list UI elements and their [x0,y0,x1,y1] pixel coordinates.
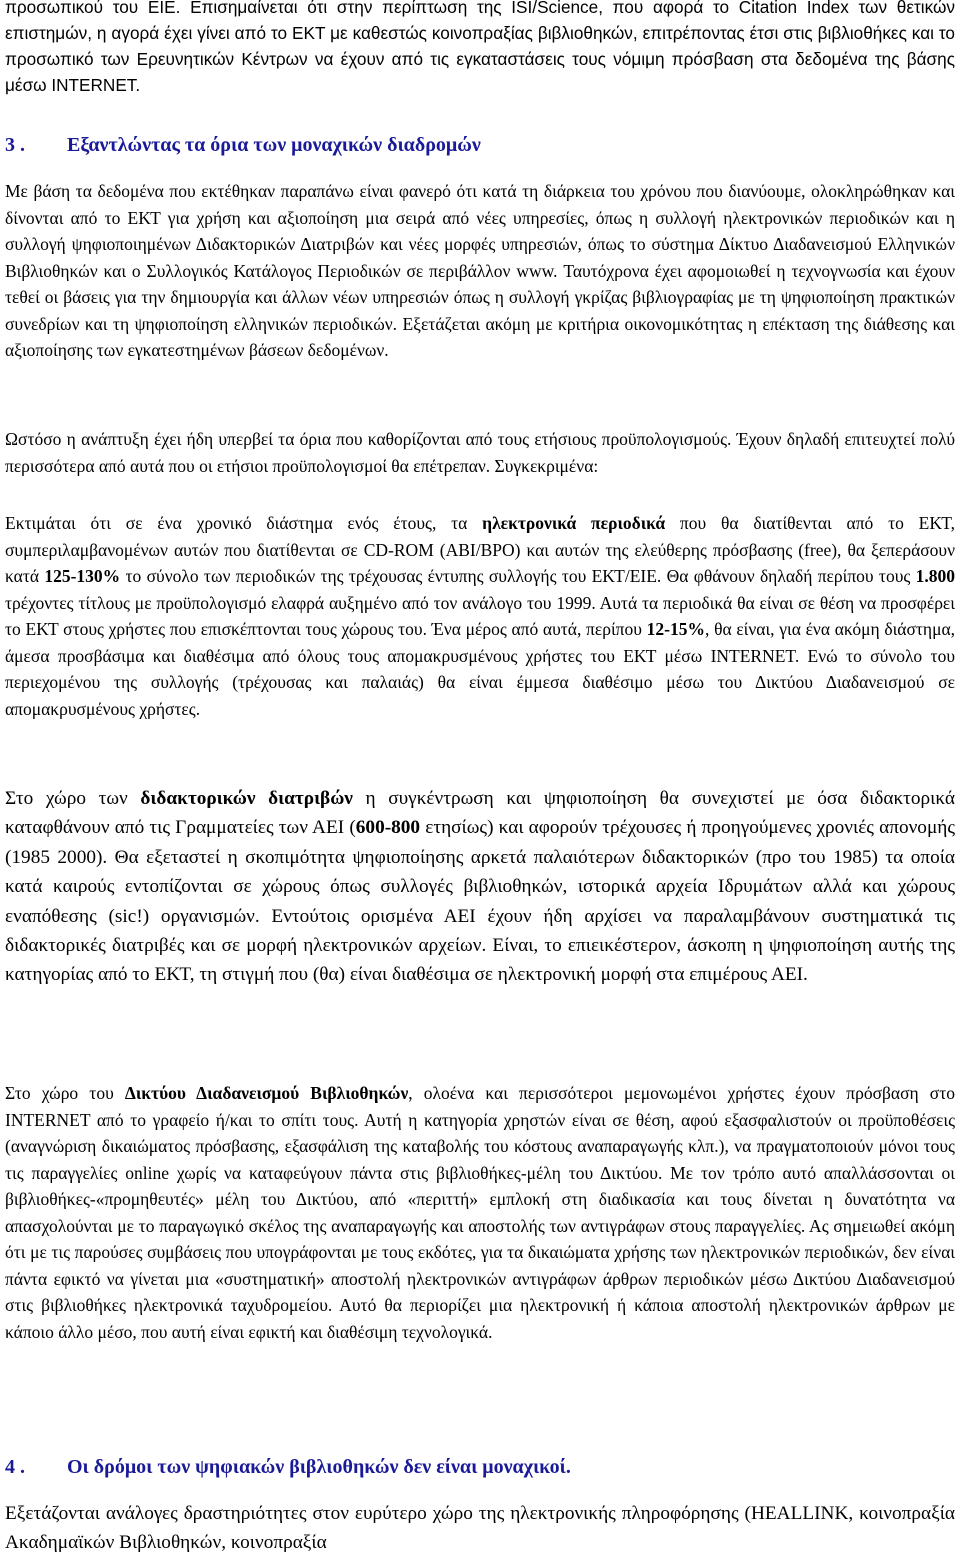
p4-text-e: ετησίως) και αφορούν τρέχουσες ή προηγούμενες χρονιές απονομής (1985 2000). Θα εξεταστεί η σκοπιμότητα ψηφιοποίησης αρκετά παλαιότερων διδακτορικών (προ του 1985) τα οποία κατά καιρούς εντοπίζονται σε χώρους όπως συλλογές βιβλιοθηκών, ιστορικά αρχεία Ιδρυμάτων αλλά και χώρους εναπόθεσης (sic!) οργανισμών. Εντούτοις ορισμένα ΑΕΙ έχουν ήδη αρχίσει να παραλαμβάνουν συστηματικά τις διδακτορικές διατριβές και σε μορφή ηλεκτρονικών αρχείων. Είναι, το επιεικέστερον, άσκοπη η ψηφιοποίηση αυτής της κατηγορίας από το ΕΚΤ, τη στιγμή που (θα) είναι διαθέσιμα σε ηλεκτρονική μορφή στα επιμέρους ΑΕΙ. [5,817,956,986]
p5-text-c: , ολοένα και περισσότεροι μεμονωμένοι χρήστες έχουν πρόσβαση στο INTERNET από το γραφείο ή/και το σπίτι τους. Αυτή η κατηγορία χρηστών είναι σε θέση, αφού εξασφαλιστούν οι προϋποθέσεις (αναγνώριση δικαιώματος πρόσβασης, εξασφάλιση της καταβολής του κόστους αναπαραγωγής κλπ.), να πραγματοποιούν μόνοι τους τις παραγγελίες online χωρίς να καταφεύγουν πάντα στις βιβλιοθήκες-μέλη του Δικτύου. Με τον τρόπο αυτό απαλλάσσονται οι βιβλιοθήκες-«προμηθευτές» μέλη του Δικτύου, από «περιττή» εμπλοκή στη διαδικασία και τους δίνεται η δυνατότητα να απασχολούνται με το παραγωγικό σκέλος της αναπαραγωγής και αποστολής των αντιγράφων στους παραγγελίες. Ας σημειωθεί ακόμη ότι με τις παρούσες συμβάσεις που υπογράφονται με τους εκδότες, για τα δικαιώματα χρήσης των ηλεκτρονικών περιοδικών, δεν είναι πάντα εφικτό να γίνεται μια «συστηματική» αποστολή ηλεκτρονικών αντιγράφων άρθρων περιοδικών μέσω Δικτύου Διαδανεισμού στις βιβλιοθήκες ηλεκτρονικά ταχυδρομείου. Αυτό θα περιορίζει μια ηλεκτρονική ή κάποια αποστολή ηλεκτρονικών άρθρων με κάποιο άλλο μέσο, που αυτή είναι εφικτή και διαθέσιμη τεχνολογικά. [5,1083,956,1342]
section-3-paragraph-2: Ωστόσο η ανάπτυξη έχει ήδη υπερβεί τα όρια που καθορίζονται από τους ετήσιους προϋπολογισμούς. Έχουν δηλαδή επιτευχτεί πολύ περισσότερα από αυτά που οι ετήσιοι προϋπολογισμοί θα επέτρεπαν. Συγκεκριμένα: [5,429,955,476]
section-3-number: 3 . [5,134,25,156]
p3-bold-share: 12-15% [646,619,705,639]
p4-bold-range: 600-800 [355,817,421,839]
p3-text-g: τρέχοντες τίτλους με προϋπολογισμό ελαφρά αυξημένο από τον ανάλογο του 1999. Αυτά τα περιοδικά θα είναι σε θέση να προσφέρει το ΕΚΤ στους χρήστες που επισκέπτονται τους χώρους του. Ένα μέρος από αυτά, περίπου [5,592,955,639]
intro-paragraph: προσωπικού του ΕΙΕ. Επισημαίνεται ότι στην περίπτωση της ISI/Science, που αφορά το Citation Index των θετικών επιστημών, η αγορά έχει γίνει από το ΕΚΤ με καθεστώς κοινοπραξίας βιβλιοθηκών, επιτρέποντας έτσι στις βιβλιοθήκες και το προσωπικό των Ερευνητικών Κέντρων να έχουν από τις εγκαταστάσεις τους νόμιμη πρόσβαση στα δεδομένα της βάσης μέσω INTERNET. [5,0,955,95]
p3-bold-count: 1.800 [915,566,955,586]
section-4-heading [5,1453,955,1481]
p5-bold-ill-network: Δικτύου Διαδανεισμού Βιβλιοθηκών [124,1083,409,1103]
p3-bold-electronic-journals: ηλεκτρονικά περιοδικά [482,513,666,533]
section-4-paragraph-1: Εξετάζονται ανάλογες δραστηριότητες στον ευρύτερο χώρο της ηλεκτρονικής πληροφόρησης (HEALLINK, κοινοπραξία Ακαδημαϊκών Βιβλιοθηκών, κοινοπραξία [5,1503,955,1554]
p4-bold-dissertations: διδακτορικών διατριβών [140,788,353,809]
p3-text-e: το σύνολο των περιοδικών της τρέχουσας έντυπης συλλογής του ΕΚΤ/ΕΙΕ. Θα φθάνουν δηλαδή περίπου τους [120,566,916,586]
p3-text-c: που θα διατίθενται από το ΕΚΤ, συμπεριλαμβανομένων αυτών που διατίθενται σε CD-ROM (ABI/BPO) και αυτών της ελεύθερης πρόσβασης (free), θα ξεπεράσουν κατά [5,513,955,586]
section-4-title: Οι δρόμοι των ψηφιακών βιβλιοθηκών δεν είναι μοναχικοί. [67,1456,571,1478]
p4-text-c: η συγκέντρωση και ψηφιοποίηση θα συνεχιστεί με όσα διδακτορικά καταφθάνουν από τις Γραμματείες των ΑΕΙ ( [5,788,956,839]
section-3-paragraph-3 [5,510,955,722]
p3-text-a: Εκτιμάται ότι σε ένα χρονικό διάστημα ενός έτους, τα [5,513,483,533]
section-3-paragraph-4 [5,784,955,990]
section-3-title: Εξαντλώντας τα όρια των μοναχικών διαδρομών [67,134,481,156]
p3-text-i: , θα είναι, για ένα ακόμη διάστημα, άμεσα προσβάσιμα και διαθέσιμα από όλους τους απομακρυσμένους χρήστες του ΕΚΤ μέσω INTERNET. Ενώ το σύνολο του περιεχομένου της συλλογής (τρέχουσας και παλαιάς) θα είναι έμμεσα διαθέσιμο μέσω του Δικτύου Διαδανεισμού σε απομακρυσμένους χρήστες. [5,619,955,719]
p5-text-a: Στο χώρο του [5,1083,125,1103]
section-3-paragraph-5 [5,1080,955,1345]
section-3-heading [5,131,955,159]
p3-bold-percent: 125-130% [44,566,121,586]
p4-text-a: Στο χώρο των [5,788,141,809]
section-3-paragraph-1: Με βάση τα δεδομένα που εκτέθηκαν παραπάνω είναι φανερό ότι κατά τη διάρκεια του χρόνου που διανύουμε, ολοκληρώθηκαν και δίνονται από το ΕΚΤ για χρήση και αξιοποίηση μια σειρά από νέες υπηρεσίες, όπως η συλλογή ηλεκτρονικών περιοδικών και η συλλογή ψηφιοποιημένων Διδακτορικών Διατριβών και νέες μορφές υπηρεσιών, όπως το σύστημα Δίκτυο Διαδανεισμού Ελληνικών Βιβλιοθηκών και ο Συλλογικός Κατάλογος Περιοδικών σε περιβάλλον www. Ταυτόχρονα έχει αφομοιωθεί η τεχνογνωσία και έχουν τεθεί οι βάσεις για την δημιουργία και άλλων νέων υπηρεσιών όπως η συλλογή γκρίζας βιβλιογραφίας με τη ψηφιοποίηση πρακτικών συνεδρίων και τη ψηφιοποίηση ελληνικών περιοδικών. Εξετάζεται ακόμη με κριτήρια οικονομικότητας η επέκταση της διάθεσης και αξιοποίησης των εγκατεστημένων βάσεων δεδομένων. [5,181,955,360]
section-4-number: 4 . [5,1456,25,1478]
